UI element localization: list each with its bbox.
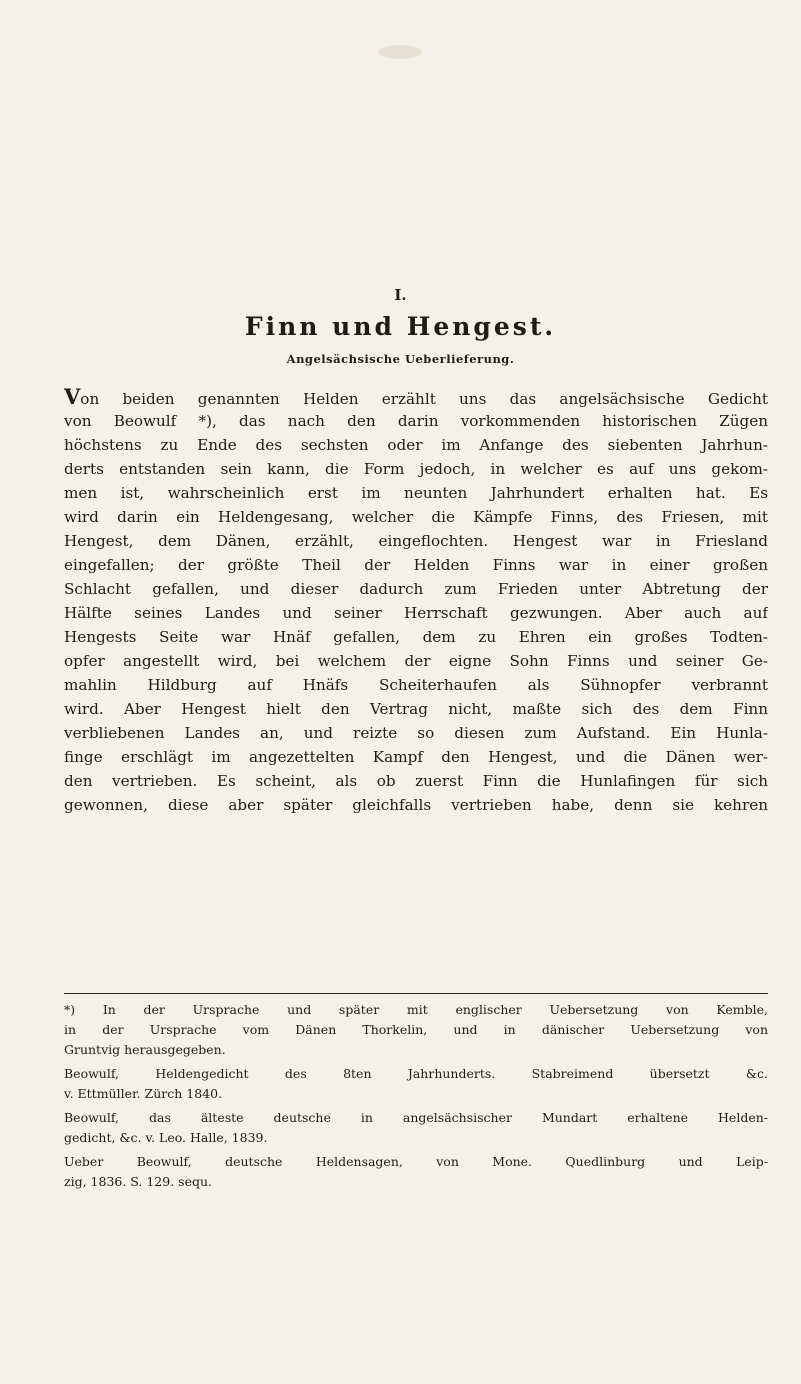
footnote-line: Beowulf, das älteste deutsche in angelsächsischer Mundart erhaltene Helden- (64, 1110, 768, 1125)
body-text (64, 385, 768, 817)
drop-cap: V (64, 385, 81, 409)
text-line: höchstens zu Ende des sechsten oder im Anfange des siebenten Jahrhun- (64, 436, 768, 454)
text-line: von Beowulf *), das nach den darin vorkommenden historischen Zügen (64, 412, 768, 430)
footnote-line: gedicht, &c. v. Leo. Halle, 1839. (64, 1130, 268, 1145)
text-line: Schlacht gefallen, und dieser dadurch zum Frieden unter Abtretung der (64, 580, 768, 598)
footnote-line: Ueber Beowulf, deutsche Heldensagen, von Mone. Quedlinburg und Leip- (64, 1154, 768, 1169)
text-line: finge erschlägt im angezettelten Kampf den Hengest, und die Dänen wer- (64, 748, 768, 766)
footnote-line: Gruntvig herausgegeben. (64, 1042, 226, 1057)
footnote-divider (64, 993, 768, 994)
text-line: den vertrieben. Es scheint, als ob zuerst Finn die Hunlafingen für sich (64, 772, 768, 790)
text-line: derts entstanden sein kann, die Form jedoch, in welcher es auf uns gekom- (64, 460, 768, 478)
chapter-subtitle: Angelsächsische Ueberlieferung. (286, 352, 515, 366)
text-line: mahlin Hildburg auf Hnäfs Scheiterhaufen als Sühnopfer verbrannt (64, 676, 768, 694)
footnote-line: zig, 1836. S. 129. sequ. (64, 1174, 212, 1189)
paper-stain (378, 45, 422, 59)
text-line: men ist, wahrscheinlich erst im neunten Jahrhundert erhalten hat. Es (64, 484, 768, 502)
text-line: Hälfte seines Landes und seiner Herrschaft gezwungen. Aber auch auf (64, 604, 768, 622)
text-line: wird. Aber Hengest hielt den Vertrag nicht, maßte sich des dem Finn (64, 700, 768, 718)
footnote-line: *) In der Ursprache und später mit englischer Uebersetzung von Kemble, (64, 1002, 768, 1017)
text-line: eingefallen; der größte Theil der Helden Finns war in einer großen (64, 556, 768, 574)
text-line (64, 385, 768, 409)
chapter-title: Finn und Hengest. (244, 312, 557, 341)
footnote-line: v. Ettmüller. Zürch 1840. (64, 1086, 223, 1101)
footnote-line: in der Ursprache vom Dänen Thorkelin, und in dänischer Uebersetzung von (64, 1022, 768, 1037)
text-line: opfer angestellt wird, bei welchem der eigne Sohn Finns und seiner Ge- (64, 652, 768, 670)
text-line: Hengests Seite war Hnäf gefallen, dem zu Ehren ein großes Todten- (64, 628, 768, 646)
text-line: gewonnen, diese aber später gleichfalls vertrieben habe, denn sie kehren (64, 796, 768, 814)
text-line: verbliebenen Landes an, und reizte so diesen zum Aufstand. Ein Hunla- (64, 724, 768, 742)
text-line: Hengest, dem Dänen, erzählt, eingeflochten. Hengest war in Friesland (64, 532, 768, 550)
text-line: wird darin ein Heldengesang, welcher die Kämpfe Finns, des Friesen, mit (64, 508, 768, 526)
chapter-number: I. (394, 286, 407, 304)
first-line-text: on beiden genannten Helden erzählt uns das angelsächsische Gedicht (80, 390, 768, 408)
footnote-line: Beowulf, Heldengedicht des 8ten Jahrhunderts. Stabreimend übersetzt &c. (64, 1066, 768, 1081)
footnotes (64, 1000, 768, 1192)
